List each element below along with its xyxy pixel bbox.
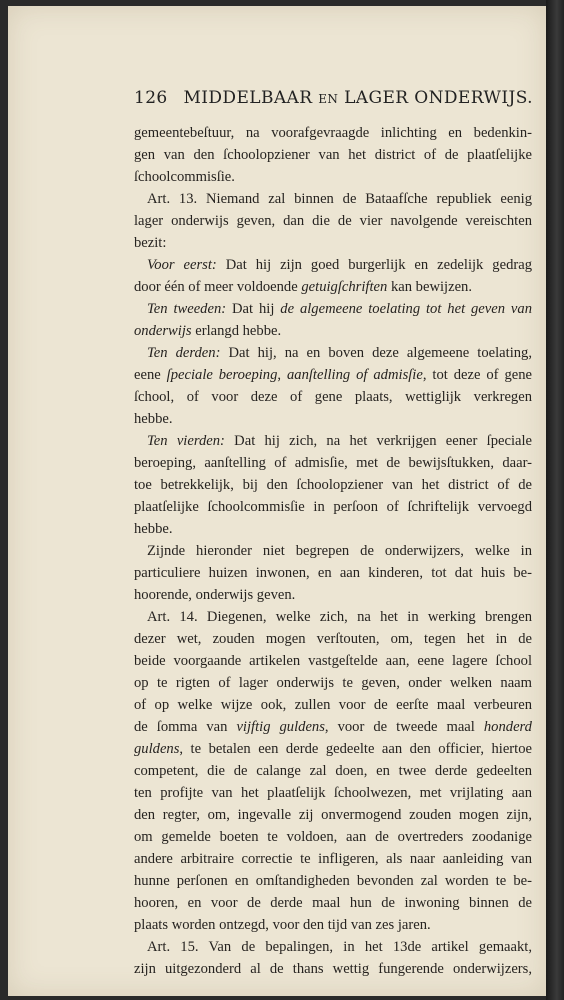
italic-text-segment: de algemeene toelating tot het geven van — [280, 301, 532, 317]
italic-text-segment: ſpeciale beroeping — [166, 367, 278, 383]
page-body-text — [134, 122, 532, 980]
text-segment: eene — [134, 367, 167, 383]
italic-text-segment: Ten derden: — [147, 345, 221, 361]
text-segment: , voor de tweede maal — [324, 719, 484, 735]
text-segment: Art. 13. Niemand zal binnen de Bataafſche republiek eenig — [147, 191, 532, 207]
text-line — [134, 276, 532, 298]
text-line — [134, 496, 532, 518]
text-line — [134, 650, 532, 672]
text-segment: beide voorgaande artikelen vastgeſtelde aan, eene lagere ſchool — [134, 653, 532, 669]
text-line — [134, 584, 532, 606]
text-segment: zijn uitgezonderd al de thans wettig fungerende onderwijzers, — [134, 961, 532, 977]
italic-text-segment: Ten vierden: — [147, 433, 225, 449]
text-segment: toe betrekkelijk, bij den ſchoolopziener van het district of de — [134, 477, 532, 493]
text-segment: competent, die de calange zal doen, en twee derde gedeelten — [134, 763, 532, 779]
text-segment: erlangd hebbe. — [191, 323, 282, 339]
text-line — [134, 122, 532, 144]
text-line — [134, 760, 532, 782]
text-segment: gemeentebeſtuur, na voorafgevraagde inlichting en bedenkin- — [134, 125, 532, 141]
text-segment: lager onderwijs geven, dan die de vier navolgende vereischten — [134, 213, 532, 229]
text-line — [134, 144, 532, 166]
text-line — [134, 782, 532, 804]
text-segment: particuliere huizen inwonen, en aan kinderen, tot dat huis be- — [134, 565, 532, 581]
text-segment: dezer wet, zouden mogen verſtouten, om, tegen het in de — [134, 631, 532, 647]
text-segment: hebbe. — [134, 411, 173, 427]
italic-text-segment: aanſtelling of admisſie — [286, 367, 423, 383]
text-segment: Art. 15. Van de bepalingen, in het 13de artikel gemaakt, — [147, 939, 532, 955]
text-line — [134, 672, 532, 694]
text-line — [134, 254, 532, 276]
book-spine-edge — [546, 0, 564, 1000]
text-line — [134, 914, 532, 936]
text-segment: bezit: — [134, 235, 167, 251]
page-number: 126 — [134, 88, 168, 108]
text-line — [134, 848, 532, 870]
text-line — [134, 738, 532, 760]
text-line — [134, 408, 532, 430]
text-segment: of op welke wijze ook, zullen voor de eerſte maal verbeuren — [134, 697, 532, 713]
text-line — [134, 386, 532, 408]
text-segment: beroeping, aanſtelling of admisſie, met de bewijsſtukken, daar- — [134, 455, 532, 471]
text-line — [134, 628, 532, 650]
text-segment: Zijnde hieronder niet begrepen de onderwijzers, welke in — [147, 543, 532, 559]
text-segment: hoorende, onderwijs geven. — [134, 587, 296, 603]
text-line — [134, 188, 532, 210]
text-segment: , te betalen een derde gedeelte aan den officier, hiertoe — [179, 741, 532, 757]
italic-text-segment: vijftig guldens — [236, 719, 325, 735]
italic-text-segment: Ten tweeden: — [147, 301, 227, 317]
text-line — [134, 540, 532, 562]
text-segment: door één of meer voldoende — [134, 279, 302, 295]
text-line — [134, 804, 532, 826]
italic-text-segment: onderwijs — [134, 323, 192, 339]
text-segment: ten profijte van het plaatſelijk ſchoolwezen, met vrijlating aan — [134, 785, 532, 801]
text-line — [134, 892, 532, 914]
text-line — [134, 474, 532, 496]
italic-text-segment: Voor eerst: — [147, 257, 217, 273]
text-segment: de ſomma van — [134, 719, 237, 735]
text-line — [134, 562, 532, 584]
italic-text-segment: guldens — [134, 741, 180, 757]
text-segment: op te rigten of lager onderwijs te geven, onder welken naam — [134, 675, 532, 691]
text-line — [134, 606, 532, 628]
text-segment: Art. 14. Diegenen, welke zich, na het in werking brengen — [147, 609, 532, 625]
text-segment: Dat hij — [226, 301, 281, 317]
text-segment: andere arbitraire correctie te infligeren, als naar aanleiding van — [134, 851, 532, 867]
text-line — [134, 320, 532, 342]
text-line — [134, 430, 532, 452]
text-segment: ſchoolcommisſie. — [134, 169, 235, 185]
italic-text-segment: honderd — [483, 719, 532, 735]
text-segment: gen van den ſchoolopziener van het district of de plaatſelijke — [134, 147, 532, 163]
text-line — [134, 298, 532, 320]
text-line — [134, 452, 532, 474]
text-segment: Dat hij zich, na het verkrijgen eener ſpeciale — [224, 433, 532, 449]
text-line — [134, 342, 532, 364]
text-segment: den regter, om, ingevalle zij onvermogend zouden mogen zijn, — [134, 807, 532, 823]
text-segment: hunne perſonen en omſtandigheden bevonden zal worden te be- — [134, 873, 532, 889]
text-segment: , tot deze of gene — [422, 367, 532, 383]
text-segment: plaats worden ontzegd, voor den tijd van zes jaren. — [134, 917, 431, 933]
text-line — [134, 826, 532, 848]
text-segment: Dat hij, na en boven deze algemeene toelating, — [220, 345, 532, 361]
text-line — [134, 870, 532, 892]
text-line — [134, 166, 532, 188]
text-line — [134, 716, 532, 738]
text-line — [134, 210, 532, 232]
running-title-conjunction: EN — [318, 92, 339, 106]
text-segment: , — [277, 367, 287, 383]
text-line — [134, 232, 532, 254]
text-line — [134, 958, 532, 980]
text-segment: Dat hij zijn goed burgerlijk en zedelijk gedrag — [216, 257, 532, 273]
text-segment: om gemelde boeten te voldoen, aan de overtreders zoodanige — [134, 829, 532, 845]
text-segment: hooren, en voor de derde maal hun de inwoning binnen de — [134, 895, 532, 911]
text-line — [134, 694, 532, 716]
text-line — [134, 936, 532, 958]
text-line — [134, 518, 532, 540]
running-title-part2: LAGER ONDERWIJS. — [344, 88, 533, 108]
running-title-part1: MIDDELBAAR — [183, 88, 313, 108]
text-segment: hebbe. — [134, 521, 173, 537]
text-line — [134, 364, 532, 386]
text-segment: ſchool, of voor deze of gene plaats, wettiglijk verkregen — [134, 389, 532, 405]
text-segment: plaatſelijke ſchoolcommisſie in perſoon of ſchriftelijk vervoegd — [134, 499, 532, 515]
italic-text-segment: getuigſchriften — [301, 279, 388, 295]
running-header — [134, 88, 533, 108]
text-segment: kan bewijzen. — [387, 279, 472, 295]
